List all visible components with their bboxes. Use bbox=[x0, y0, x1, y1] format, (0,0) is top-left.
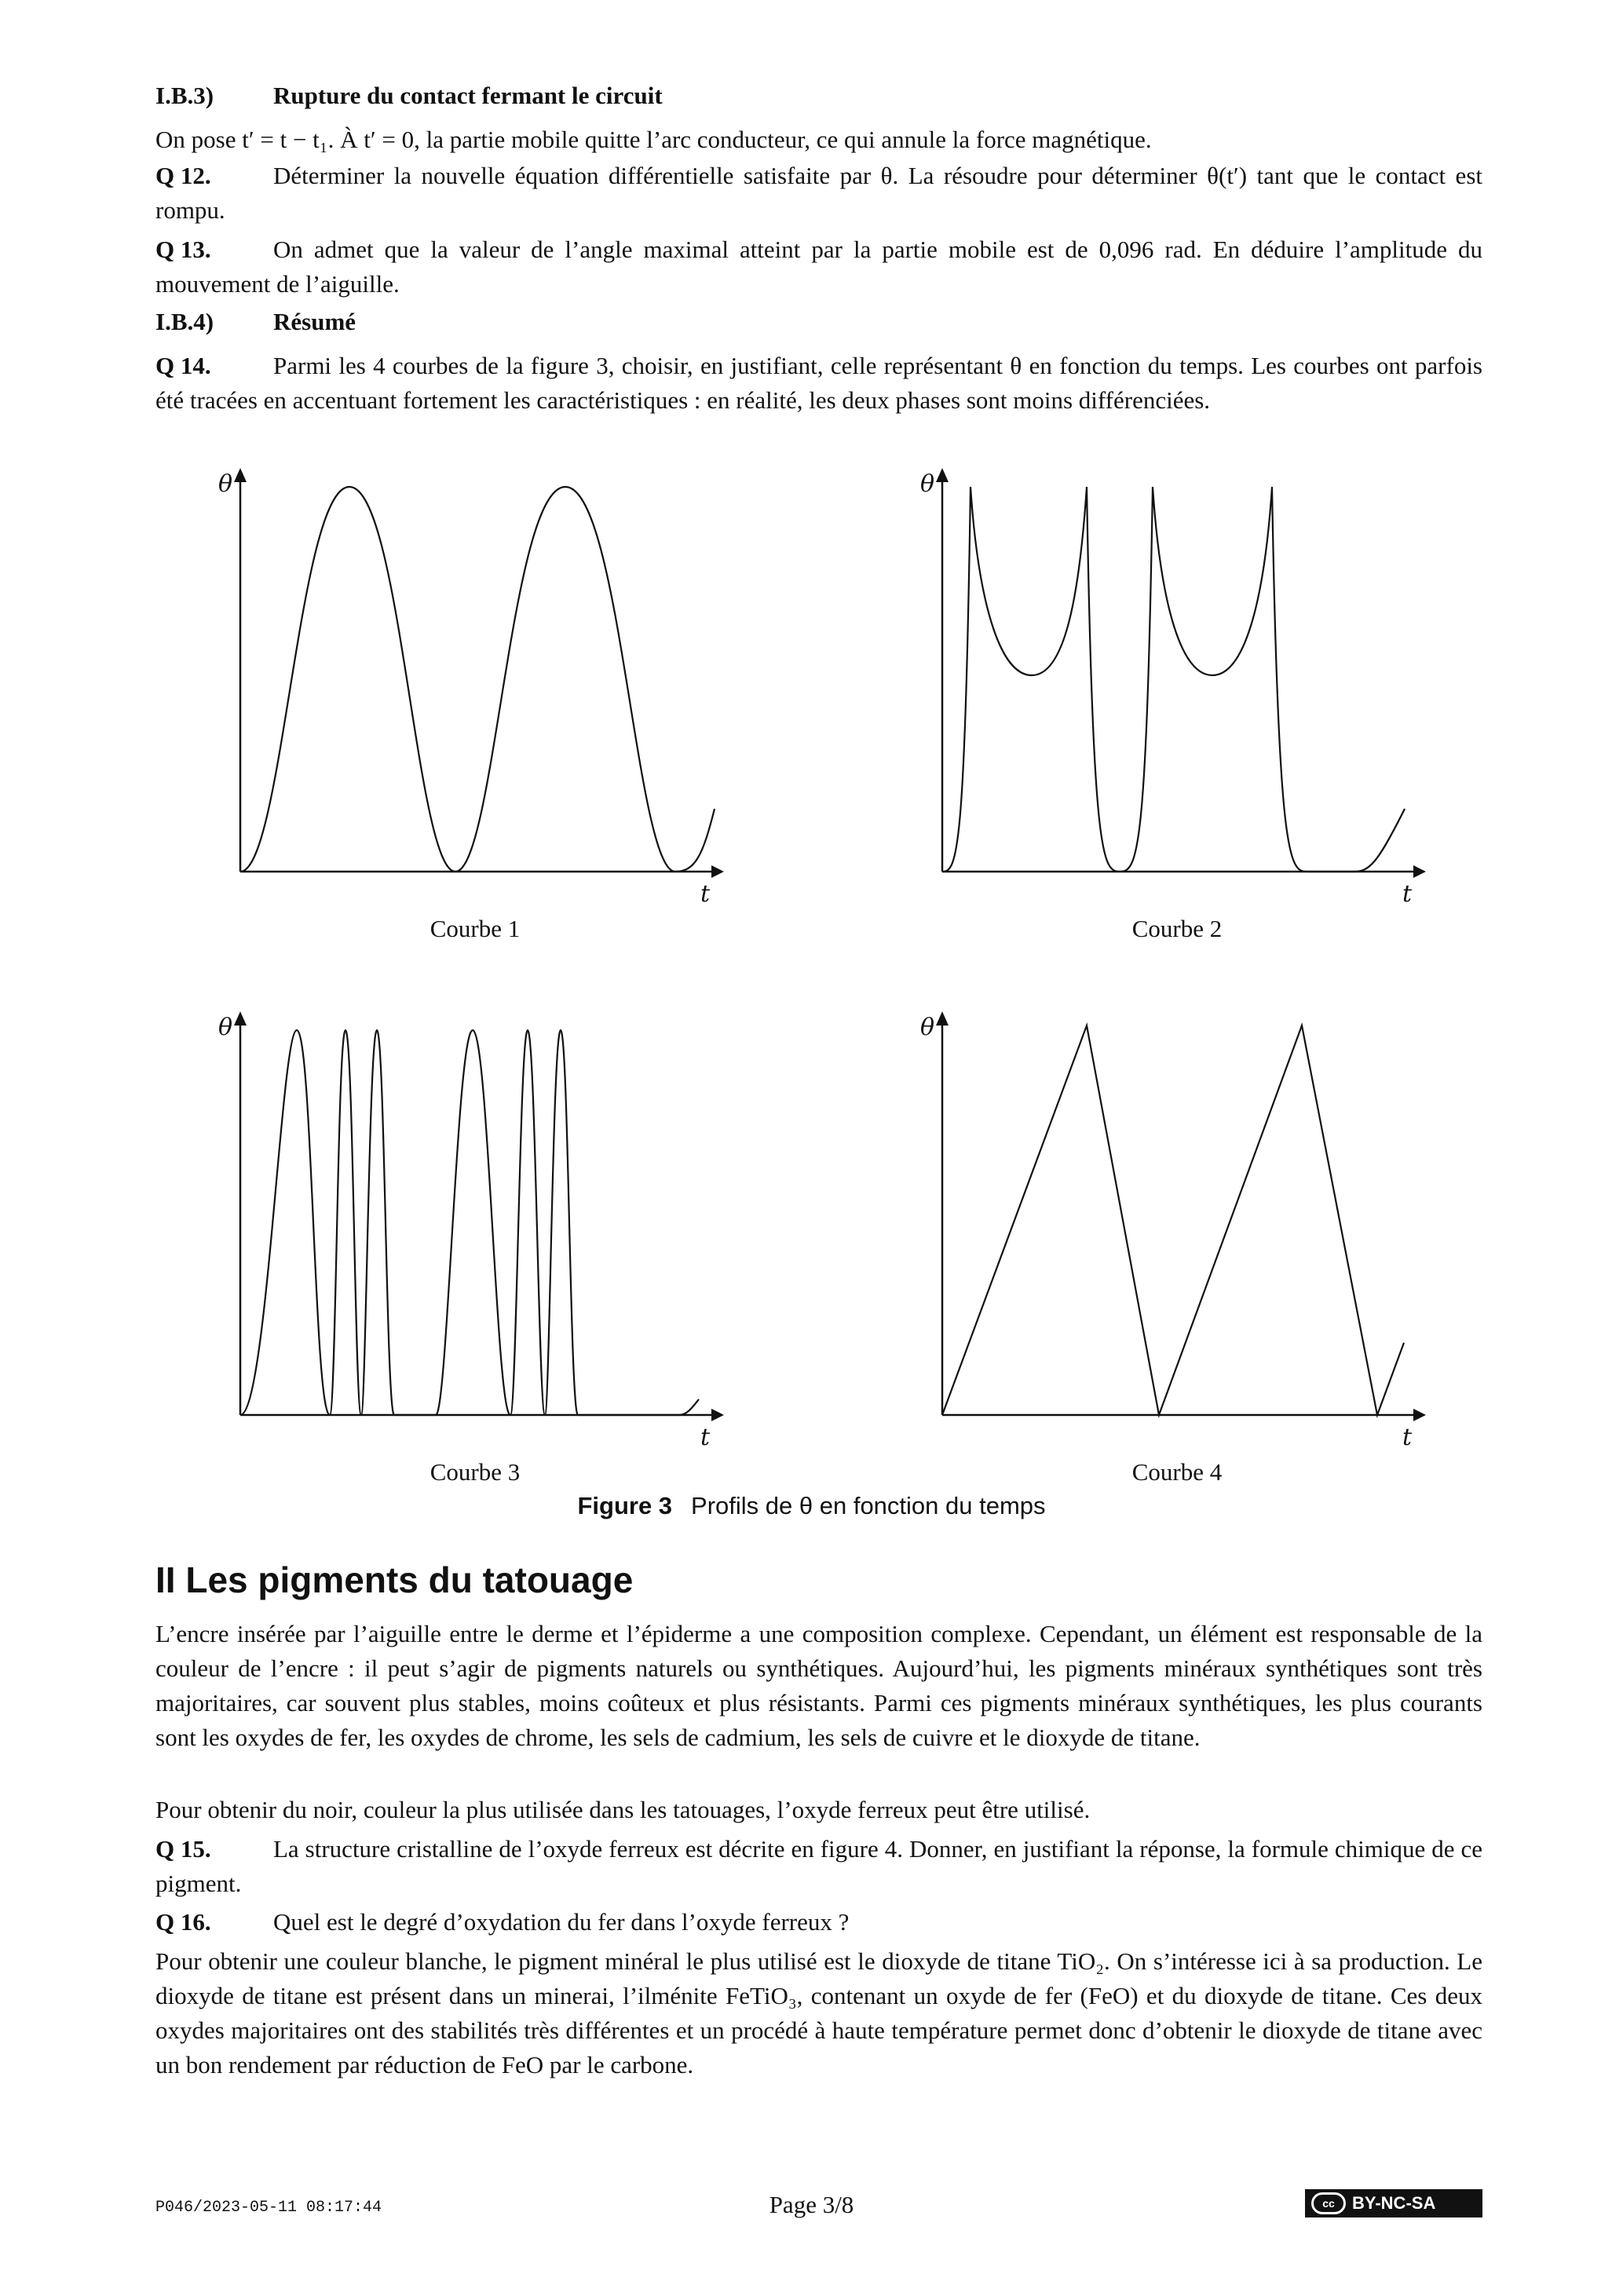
question-text: La structure cristalline de l’oxyde ferreux est décrite en figure 4. Donner, en justifiant la réponse, la formule chimique de ce pigment. bbox=[155, 1835, 1482, 1897]
question-13 bbox=[155, 232, 1482, 302]
cc-icon: cc bbox=[1311, 2192, 1346, 2214]
x-axis-label: t bbox=[1402, 1424, 1413, 1451]
x-axis-label: t bbox=[1402, 880, 1413, 908]
curve-1 bbox=[240, 487, 715, 872]
figure-3-caption bbox=[0, 1492, 1623, 1520]
y-axis-arrow bbox=[936, 1011, 949, 1026]
question-text: On admet que la valeur de l’angle maximal atteint par la partie mobile est de 0,096 rad. En déduire l’amplitude du mouvement de l’aiguille. bbox=[155, 236, 1482, 298]
y-axis-arrow bbox=[234, 1011, 247, 1026]
figure-label: Figure 3 bbox=[577, 1492, 673, 1519]
question-16 bbox=[155, 1905, 1482, 1940]
part-2-paragraph-3: Pour obtenir une couleur blanche, le pigment minéral le plus utilisé est le dioxyde de titane TiO₂. On s’intéresse ici à sa production. Le dioxyde de titane est présent dans un minerai, l’ilménite FeTiO₃, contenant un oxyde de fer (FeO) et du dioxyde de titane. Ces deux oxydes majoritaires ont des stabilités très différentes et un procédé à haute température permet donc d’obtenir le dioxyde de titane avec un bon rendement par réduction de FeO par le carbone. bbox=[155, 1947, 1482, 2078]
y-axis-label: θ bbox=[218, 470, 233, 498]
x-axis-arrow bbox=[1413, 865, 1426, 878]
question-text: Parmi les 4 courbes de la figure 3, choisir, en justifiant, celle représentant θ en fonction du temps. Les courbes ont parfois été tracées en accentuant fortement les caractéristiques : en réalité, les deux phases sont moins différenciées. bbox=[155, 352, 1482, 414]
question-12 bbox=[155, 159, 1482, 228]
question-15 bbox=[155, 1832, 1482, 1901]
question-number: Q 12. bbox=[155, 162, 211, 189]
license-text: BY-NC-SA bbox=[1352, 2193, 1436, 2213]
part-2-title: II Les pigments du tatouage bbox=[155, 1559, 634, 1600]
footer-doc-id: P046/2023-05-11 08:17:44 bbox=[155, 2199, 382, 2217]
question-number: Q 14. bbox=[155, 352, 211, 379]
y-axis-label: θ bbox=[920, 1014, 935, 1041]
section-title: Rupture du contact fermant le circuit bbox=[273, 82, 663, 109]
question-14 bbox=[155, 349, 1482, 418]
section-ib4-heading bbox=[155, 305, 1482, 339]
part-2-paragraph-2: Pour obtenir du noir, couleur la plus utilisée dans les tatouages, l’oxyde ferreux peut être utilisé. bbox=[155, 1796, 1091, 1823]
page-number: Page 3/8 bbox=[769, 2191, 854, 2218]
curve-1-plot bbox=[212, 463, 730, 911]
question-number: Q 15. bbox=[155, 1835, 211, 1863]
curve-2-caption: Courbe 2 bbox=[1131, 915, 1223, 942]
x-axis-arrow bbox=[711, 865, 724, 878]
section-number: I.B.3) bbox=[155, 82, 214, 109]
license-badge bbox=[1305, 2189, 1482, 2217]
curve-3-caption: Courbe 3 bbox=[430, 1458, 521, 1486]
section-number: I.B.4) bbox=[155, 308, 214, 335]
x-axis-label: t bbox=[700, 1424, 711, 1451]
y-axis-arrow bbox=[936, 468, 949, 482]
y-axis-arrow bbox=[234, 468, 247, 482]
curve-2 bbox=[942, 487, 1405, 872]
x-axis-label: t bbox=[700, 880, 711, 908]
part-2-paragraph-1: L’encre insérée par l’aiguille entre le derme et l’épiderme a une composition complexe. Cependant, un élément est responsable de la couleur de l’encre : il peut s’agir de pigments naturels ou synthétiques. Aujourd’hui, les pigments minéraux synthétiques sont très majoritaires, car souvent plus stables, moins coûteux et plus résistants. Parmi ces pigments minéraux synthétiques, les plus courants sont les oxydes de fer, les oxydes de chrome, les sels de cadmium, les sels de cuivre et le dioxyde de titane. bbox=[155, 1620, 1482, 1751]
question-number: Q 16. bbox=[155, 1908, 211, 1936]
y-axis-label: θ bbox=[920, 470, 935, 498]
curve-4-caption: Courbe 4 bbox=[1131, 1458, 1223, 1486]
curve-1-caption: Courbe 1 bbox=[430, 915, 521, 942]
curve-2-plot bbox=[914, 463, 1432, 911]
curve-4 bbox=[942, 1026, 1404, 1415]
x-axis-arrow bbox=[711, 1409, 724, 1421]
ib3-intro-paragraph: On pose t′ = t − t₁. À t′ = 0, la partie mobile quitte l’arc conducteur, ce qui annule la force magnétique. bbox=[155, 126, 1152, 153]
question-text: Quel est le degré d’oxydation du fer dans l’oxyde ferreux ? bbox=[273, 1908, 850, 1936]
curve-3 bbox=[240, 1030, 699, 1415]
x-axis-arrow bbox=[1413, 1409, 1426, 1421]
figure-title: Profils de θ en fonction du temps bbox=[691, 1492, 1046, 1519]
y-axis-label: θ bbox=[218, 1014, 233, 1041]
curve-4-plot bbox=[914, 1007, 1432, 1454]
question-text: Déterminer la nouvelle équation différentielle satisfaite par θ. La résoudre pour déterminer θ(t′) tant que le contact est rompu. bbox=[155, 162, 1482, 224]
curve-3-plot bbox=[212, 1007, 730, 1454]
section-ib3-heading bbox=[155, 79, 1482, 113]
section-title: Résumé bbox=[273, 308, 356, 335]
question-number: Q 13. bbox=[155, 236, 211, 263]
